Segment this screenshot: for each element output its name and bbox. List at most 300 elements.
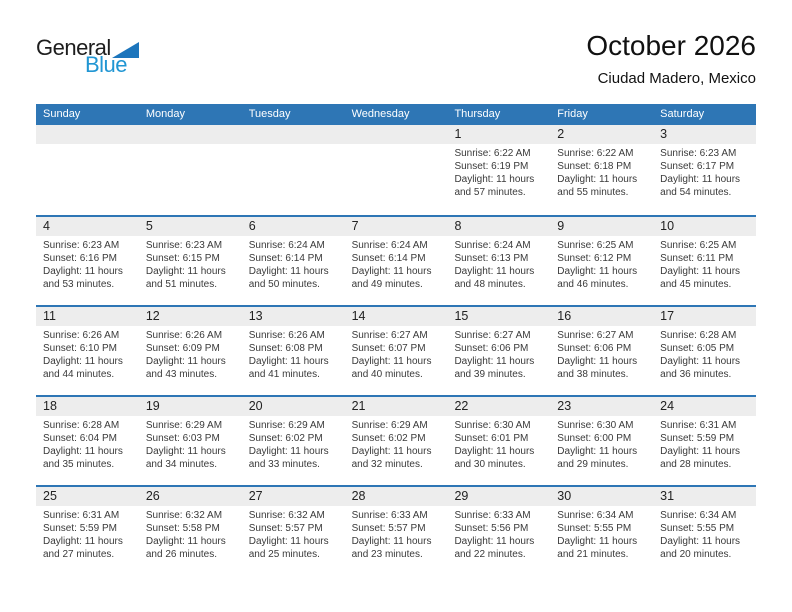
sunset-label: Sunset: — [660, 161, 695, 172]
day-info — [36, 506, 139, 561]
sunrise-line — [660, 147, 750, 160]
week-row-5 — [36, 485, 756, 575]
weekday-header-sunday: Sunday — [43, 108, 81, 120]
week-row-2 — [36, 215, 756, 305]
sunset-value: 5:56 PM — [491, 523, 529, 534]
sunrise-value: 6:32 AM — [185, 510, 223, 521]
daylight-line — [146, 445, 236, 471]
daylight-label: Daylight: — [660, 536, 700, 547]
daylight-line — [557, 535, 647, 561]
daylight-value: 11 hours and 29 minutes. — [557, 446, 638, 470]
daylight-label: Daylight: — [145, 536, 185, 547]
daylight-label: Daylight: — [557, 536, 597, 547]
sunrise-value: 6:24 AM — [288, 240, 325, 251]
sunrise-value: 6:22 AM — [493, 148, 531, 159]
sunset-label: Sunset: — [660, 253, 695, 264]
day-info — [653, 326, 756, 381]
sunrise-label: Sunrise: — [351, 240, 389, 251]
sunrise-value: 6:32 AM — [288, 510, 325, 521]
day-number: 24 — [653, 397, 756, 416]
day-number: 19 — [139, 397, 242, 416]
sunset-value: 6:12 PM — [594, 253, 632, 264]
sunrise-line — [43, 509, 133, 522]
sunrise-line — [660, 239, 750, 252]
day-info — [550, 144, 653, 199]
logo-text-blue: Blue — [85, 52, 128, 77]
sunset-line — [43, 342, 133, 355]
sunset-value: 6:03 PM — [182, 433, 220, 444]
sunset-value: 6:16 PM — [79, 253, 117, 264]
day-info — [550, 236, 653, 291]
sunrise-value: 6:30 AM — [596, 420, 634, 431]
sunset-value: 6:14 PM — [388, 253, 426, 264]
daylight-label: Daylight: — [660, 356, 700, 367]
sunrise-label: Sunrise: — [660, 240, 697, 251]
sunrise-label: Sunrise: — [454, 330, 492, 341]
daylight-label: Daylight: — [660, 446, 700, 457]
sunset-label: Sunset: — [557, 343, 592, 354]
day-info — [447, 506, 550, 561]
sunrise-line — [43, 419, 133, 432]
sunrise-value: 6:27 AM — [391, 330, 428, 341]
sunrise-label: Sunrise: — [454, 148, 492, 159]
sunrise-label: Sunrise: — [248, 330, 286, 341]
day-info — [550, 416, 653, 471]
daylight-label: Daylight: — [660, 266, 700, 277]
daylight-line — [249, 355, 339, 381]
sunrise-line — [146, 419, 236, 432]
day-number: 25 — [36, 487, 139, 506]
day-info — [653, 416, 756, 471]
sunset-value: 6:07 PM — [388, 343, 426, 354]
sunset-line — [352, 522, 442, 535]
daylight-value: 11 hours and 27 minutes. — [43, 536, 123, 560]
sunset-label: Sunset: — [454, 253, 489, 264]
sunrise-value: 6:26 AM — [82, 330, 120, 341]
sunrise-label: Sunrise: — [145, 240, 183, 251]
daylight-value: 11 hours and 55 minutes. — [557, 174, 638, 198]
sunset-label: Sunset: — [145, 523, 180, 534]
sunrise-label: Sunrise: — [248, 240, 286, 251]
daylight-line — [454, 535, 544, 561]
sunset-line — [43, 432, 133, 445]
daylight-label: Daylight: — [557, 356, 597, 367]
sunrise-value: 6:34 AM — [596, 510, 634, 521]
weekday-header-friday: Friday — [557, 108, 588, 120]
sunset-label: Sunset: — [660, 523, 695, 534]
sunrise-line — [249, 239, 339, 252]
daylight-label: Daylight: — [454, 446, 494, 457]
sunset-label: Sunset: — [660, 343, 695, 354]
day-cell-empty — [345, 125, 448, 215]
daylight-line — [454, 355, 544, 381]
daylight-value: 11 hours and 35 minutes. — [43, 446, 123, 470]
day-info — [653, 506, 756, 561]
daylight-label: Daylight: — [43, 356, 82, 367]
sunset-value: 6:05 PM — [696, 343, 735, 354]
sunrise-value: 6:27 AM — [596, 330, 634, 341]
day-number: 2 — [550, 125, 653, 144]
day-number: 20 — [242, 397, 345, 416]
sunrise-line — [557, 239, 647, 252]
daylight-line — [43, 355, 133, 381]
sunset-line — [660, 160, 750, 173]
daylight-line — [146, 535, 236, 561]
sunset-value: 6:02 PM — [285, 433, 323, 444]
weekday-header-row — [36, 104, 756, 125]
day-number: 27 — [242, 487, 345, 506]
daylight-value: 11 hours and 28 minutes. — [660, 446, 741, 470]
daylight-label: Daylight: — [145, 446, 185, 457]
day-cell-8 — [447, 217, 550, 305]
sunset-line — [454, 342, 544, 355]
day-number — [36, 125, 139, 144]
day-cell-empty — [36, 125, 139, 215]
day-info — [139, 326, 242, 381]
sunset-value: 5:57 PM — [388, 523, 426, 534]
day-cell-26 — [139, 487, 242, 575]
sunset-line — [660, 522, 750, 535]
day-number: 5 — [139, 217, 242, 236]
day-number: 15 — [447, 307, 550, 326]
sunset-line — [352, 342, 442, 355]
day-cell-31 — [653, 487, 756, 575]
sunset-value: 6:09 PM — [182, 343, 220, 354]
sunset-value: 5:55 PM — [696, 523, 735, 534]
sunrise-value: 6:30 AM — [493, 420, 531, 431]
sunset-label: Sunset: — [454, 161, 489, 172]
page-subtitle: Ciudad Madero, Mexico — [597, 70, 756, 87]
sunrise-line — [352, 239, 442, 252]
day-number: 16 — [550, 307, 653, 326]
day-cell-21 — [345, 397, 448, 485]
daylight-label: Daylight: — [351, 266, 391, 277]
day-cell-5 — [139, 217, 242, 305]
sunrise-label: Sunrise: — [557, 420, 594, 431]
daylight-label: Daylight: — [43, 266, 82, 277]
logo-text-general: General — [36, 35, 111, 60]
daylight-line — [43, 265, 133, 291]
daylight-line — [352, 355, 442, 381]
sunrise-label: Sunrise: — [557, 240, 594, 251]
sunset-line — [43, 522, 133, 535]
day-number: 8 — [447, 217, 550, 236]
sunset-value: 6:14 PM — [285, 253, 323, 264]
sunset-value: 5:57 PM — [285, 523, 323, 534]
sunset-label: Sunset: — [557, 161, 592, 172]
week-row-1 — [36, 125, 756, 215]
sunrise-label: Sunrise: — [145, 510, 183, 521]
sunrise-label: Sunrise: — [351, 420, 389, 431]
sunset-line — [249, 252, 339, 265]
sunset-line — [660, 342, 750, 355]
day-info — [447, 416, 550, 471]
sunrise-value: 6:24 AM — [391, 240, 428, 251]
sunrise-label: Sunrise: — [248, 420, 286, 431]
sunrise-value: 6:25 AM — [699, 240, 737, 251]
day-cell-12 — [139, 307, 242, 395]
sunrise-value: 6:26 AM — [288, 330, 325, 341]
sunrise-line — [454, 147, 544, 160]
day-cell-13 — [242, 307, 345, 395]
sunrise-value: 6:23 AM — [185, 240, 223, 251]
sunrise-line — [660, 419, 750, 432]
sunset-value: 6:17 PM — [696, 161, 735, 172]
sunrise-value: 6:24 AM — [493, 240, 531, 251]
calendar-weeks — [36, 125, 756, 575]
day-cell-27 — [242, 487, 345, 575]
sunrise-value: 6:28 AM — [699, 330, 737, 341]
day-number — [139, 125, 242, 144]
day-number: 30 — [550, 487, 653, 506]
day-info — [447, 326, 550, 381]
day-info — [550, 506, 653, 561]
daylight-value: 11 hours and 32 minutes. — [351, 446, 432, 470]
weekday-header-monday: Monday — [145, 108, 185, 120]
sunrise-label: Sunrise: — [351, 510, 389, 521]
day-info — [345, 416, 448, 471]
daylight-value: 11 hours and 50 minutes. — [248, 266, 329, 290]
day-number: 13 — [242, 307, 345, 326]
daylight-line — [352, 445, 442, 471]
day-info — [447, 144, 550, 199]
sunset-label: Sunset: — [43, 343, 77, 354]
sunset-line — [352, 252, 442, 265]
sunrise-line — [454, 239, 544, 252]
daylight-line — [146, 355, 236, 381]
sunset-label: Sunset: — [351, 433, 386, 444]
daylight-line — [557, 445, 647, 471]
daylight-label: Daylight: — [145, 266, 185, 277]
daylight-value: 11 hours and 25 minutes. — [248, 536, 329, 560]
daylight-label: Daylight: — [248, 356, 288, 367]
sunset-label: Sunset: — [454, 343, 489, 354]
sunrise-value: 6:22 AM — [596, 148, 634, 159]
sunrise-label: Sunrise: — [660, 420, 697, 431]
day-info — [653, 236, 756, 291]
day-info — [653, 144, 756, 199]
sunset-line — [249, 432, 339, 445]
day-cell-17 — [653, 307, 756, 395]
sunset-value: 6:06 PM — [594, 343, 632, 354]
day-number: 1 — [447, 125, 550, 144]
sunrise-label: Sunrise: — [145, 420, 183, 431]
sunrise-line — [352, 419, 442, 432]
sunset-label: Sunset: — [454, 523, 489, 534]
daylight-line — [660, 535, 750, 561]
daylight-value: 11 hours and 44 minutes. — [43, 356, 123, 380]
sunset-line — [557, 252, 647, 265]
day-cell-20 — [242, 397, 345, 485]
day-cell-empty — [139, 125, 242, 215]
day-cell-6 — [242, 217, 345, 305]
daylight-label: Daylight: — [248, 266, 288, 277]
sunrise-label: Sunrise: — [248, 510, 286, 521]
daylight-value: 11 hours and 51 minutes. — [145, 266, 226, 290]
sunrise-label: Sunrise: — [660, 148, 697, 159]
sunset-line — [146, 252, 236, 265]
daylight-line — [146, 265, 236, 291]
day-number: 4 — [36, 217, 139, 236]
sunset-label: Sunset: — [557, 253, 592, 264]
day-cell-11 — [36, 307, 139, 395]
day-cell-19 — [139, 397, 242, 485]
day-number: 14 — [345, 307, 448, 326]
sunrise-value: 6:27 AM — [493, 330, 531, 341]
sunset-line — [557, 522, 647, 535]
sunrise-line — [146, 239, 236, 252]
daylight-value: 11 hours and 30 minutes. — [454, 446, 535, 470]
daylight-label: Daylight: — [454, 266, 494, 277]
day-number — [345, 125, 448, 144]
daylight-label: Daylight: — [145, 356, 185, 367]
daylight-label: Daylight: — [557, 174, 597, 185]
sunrise-label: Sunrise: — [43, 330, 80, 341]
daylight-value: 11 hours and 23 minutes. — [351, 536, 432, 560]
daylight-value: 11 hours and 41 minutes. — [248, 356, 329, 380]
sunset-line — [146, 432, 236, 445]
sunrise-value: 6:34 AM — [699, 510, 737, 521]
sunrise-line — [43, 239, 133, 252]
daylight-value: 11 hours and 46 minutes. — [557, 266, 638, 290]
sunset-value: 6:02 PM — [388, 433, 426, 444]
calendar-table — [36, 104, 756, 575]
sunset-value: 6:04 PM — [79, 433, 117, 444]
day-cell-22 — [447, 397, 550, 485]
daylight-value: 11 hours and 33 minutes. — [248, 446, 329, 470]
day-cell-1 — [447, 125, 550, 215]
day-info — [36, 236, 139, 291]
sunset-label: Sunset: — [660, 433, 695, 444]
day-number: 29 — [447, 487, 550, 506]
daylight-value: 11 hours and 22 minutes. — [454, 536, 535, 560]
sunset-line — [660, 252, 750, 265]
daylight-line — [249, 535, 339, 561]
daylight-label: Daylight: — [351, 356, 391, 367]
sunrise-line — [146, 329, 236, 342]
sunset-value: 5:58 PM — [182, 523, 220, 534]
sunrise-value: 6:26 AM — [185, 330, 223, 341]
sunset-value: 5:55 PM — [594, 523, 632, 534]
sunrise-label: Sunrise: — [43, 510, 80, 521]
day-info — [345, 236, 448, 291]
sunrise-label: Sunrise: — [557, 330, 594, 341]
daylight-value: 11 hours and 48 minutes. — [454, 266, 535, 290]
day-info — [447, 236, 550, 291]
sunset-label: Sunset: — [145, 343, 180, 354]
day-number: 28 — [345, 487, 448, 506]
sunrise-line — [557, 419, 647, 432]
daylight-value: 11 hours and 39 minutes. — [454, 356, 535, 380]
sunrise-line — [660, 509, 750, 522]
sunrise-line — [557, 329, 647, 342]
sunset-value: 6:19 PM — [491, 161, 529, 172]
sunrise-label: Sunrise: — [454, 420, 492, 431]
daylight-line — [660, 265, 750, 291]
sunset-value: 6:13 PM — [491, 253, 529, 264]
sunrise-value: 6:23 AM — [699, 148, 737, 159]
sunrise-line — [660, 329, 750, 342]
daylight-value: 11 hours and 43 minutes. — [145, 356, 226, 380]
daylight-label: Daylight: — [248, 446, 288, 457]
sunrise-value: 6:23 AM — [82, 240, 120, 251]
sunrise-label: Sunrise: — [557, 510, 594, 521]
sunrise-value: 6:31 AM — [82, 510, 120, 521]
daylight-value: 11 hours and 54 minutes. — [660, 174, 741, 198]
day-cell-28 — [345, 487, 448, 575]
day-cell-3 — [653, 125, 756, 215]
day-number: 7 — [345, 217, 448, 236]
daylight-label: Daylight: — [557, 446, 597, 457]
daylight-value: 11 hours and 40 minutes. — [351, 356, 432, 380]
weekday-header-tuesday: Tuesday — [248, 108, 291, 120]
sunset-line — [146, 342, 236, 355]
day-number: 18 — [36, 397, 139, 416]
sunrise-label: Sunrise: — [557, 148, 594, 159]
sunset-label: Sunset: — [454, 433, 489, 444]
day-cell-29 — [447, 487, 550, 575]
day-number: 17 — [653, 307, 756, 326]
sunrise-line — [249, 419, 339, 432]
day-number: 10 — [653, 217, 756, 236]
sunset-label: Sunset: — [43, 433, 77, 444]
sunrise-value: 6:33 AM — [493, 510, 531, 521]
sunrise-line — [43, 329, 133, 342]
sunset-line — [249, 342, 339, 355]
day-cell-24 — [653, 397, 756, 485]
day-number — [242, 125, 345, 144]
sunset-value: 6:10 PM — [79, 343, 117, 354]
sunset-line — [660, 432, 750, 445]
day-info — [345, 326, 448, 381]
daylight-label: Daylight: — [43, 536, 82, 547]
daylight-label: Daylight: — [248, 536, 288, 547]
sunset-label: Sunset: — [248, 433, 283, 444]
day-number: 9 — [550, 217, 653, 236]
sunrise-line — [454, 509, 544, 522]
sunrise-line — [249, 329, 339, 342]
day-cell-7 — [345, 217, 448, 305]
sunrise-value: 6:31 AM — [699, 420, 737, 431]
sunrise-label: Sunrise: — [660, 330, 697, 341]
sunset-line — [454, 432, 544, 445]
daylight-line — [43, 535, 133, 561]
daylight-value: 11 hours and 53 minutes. — [43, 266, 123, 290]
daylight-line — [454, 173, 544, 199]
day-info — [242, 506, 345, 561]
sunrise-line — [557, 509, 647, 522]
day-info — [36, 326, 139, 381]
title-block — [586, 30, 756, 87]
daylight-line — [660, 173, 750, 199]
sunrise-label: Sunrise: — [660, 510, 697, 521]
sunset-line — [43, 252, 133, 265]
daylight-value: 11 hours and 36 minutes. — [660, 356, 741, 380]
day-number: 21 — [345, 397, 448, 416]
daylight-line — [557, 173, 647, 199]
daylight-value: 11 hours and 38 minutes. — [557, 356, 638, 380]
daylight-line — [557, 355, 647, 381]
sunset-line — [454, 522, 544, 535]
sunrise-label: Sunrise: — [43, 240, 80, 251]
sunrise-label: Sunrise: — [43, 420, 80, 431]
sunrise-line — [557, 147, 647, 160]
day-info — [242, 236, 345, 291]
sunset-value: 6:01 PM — [491, 433, 529, 444]
day-cell-15 — [447, 307, 550, 395]
day-cell-23 — [550, 397, 653, 485]
sunrise-line — [454, 419, 544, 432]
